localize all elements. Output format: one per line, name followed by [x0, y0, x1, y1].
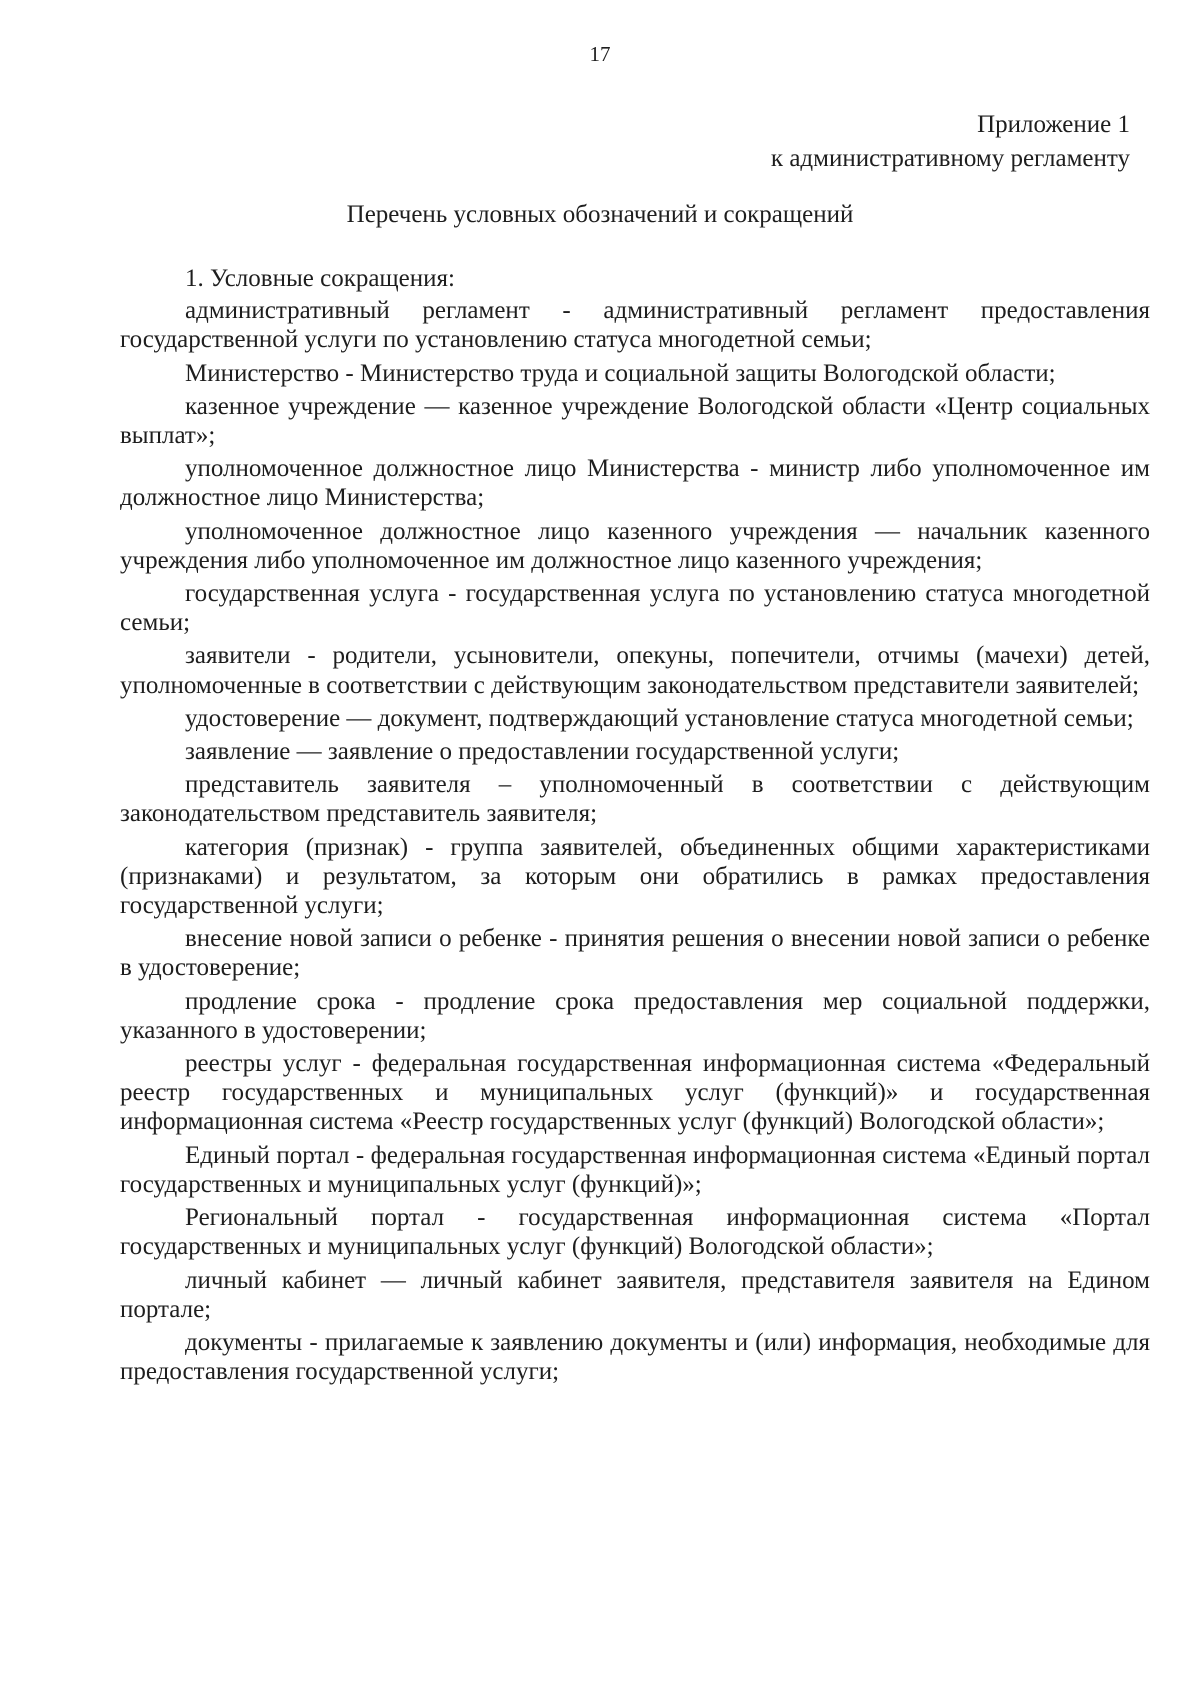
- document-body: [120, 264, 1150, 1390]
- definition-regional-portal: Региональный портал - государственная информационная система «Портал государственных и муниципальных услуг (функций) Вологодской области»;: [120, 1204, 1150, 1261]
- definition-state-service: государственная услуга - государственная услуга по установлению статуса многодетной семьи;: [120, 580, 1150, 637]
- definition-institution-official: уполномоченное должностное лицо казенного учреждения — начальник казенного учреждения либо уполномоченное им должностное лицо казенного учреждения;: [120, 517, 1150, 574]
- definition-category: категория (признак) - группа заявителей, объединенных общими характеристиками (признаками) и результатом, за которым они обратились в рамках предоставления государственной услуги;: [120, 833, 1150, 920]
- definition-applicant-representative: представитель заявителя – уполномоченный в соответствии с действующим законодательством представитель заявителя;: [120, 771, 1150, 828]
- definition-service-registries: реестры услуг - федеральная государственная информационная система «Федеральный реестр государственных и муниципальных услуг (функций)» и государственная информационная система «Реестр государственных услуг (функций) Вологодской области»;: [120, 1050, 1150, 1136]
- definition-personal-account: личный кабинет — личный кабинет заявителя, представителя заявителя на Едином портале;: [120, 1266, 1150, 1323]
- section-heading: 1. Условные сокращения:: [185, 265, 455, 292]
- page-number: 17: [589, 42, 611, 66]
- definition-state-institution: казенное учреждение — казенное учреждение Вологодской области «Центр социальных выплат»;: [120, 392, 1150, 450]
- definition-certificate: удостоверение — документ, подтверждающий установление статуса многодетной семьи;: [185, 704, 1134, 732]
- definition-ministry: Министерство - Министерство труда и социальной защиты Вологодской области;: [185, 359, 1056, 387]
- appendix-line-2: к административному регламенту: [770, 145, 1130, 172]
- definition-applicants: заявители - родители, усыновители, опекуны, попечители, отчимы (мачехи) детей, уполномоченные в соответствии с действующим законодательством представители заявителей;: [120, 642, 1150, 699]
- document-title: Перечень условных обозначений и сокращений: [346, 201, 854, 228]
- appendix-header: [771, 108, 1130, 176]
- definition-new-child-record: внесение новой записи о ребенке - принятия решения о внесении новой записи о ребенке в удостоверение;: [120, 925, 1150, 982]
- definition-term-extension: продление срока - продление срока предоставления мер социальной поддержки, указанного в удостоверении;: [120, 987, 1150, 1044]
- definition-documents: документы - прилагаемые к заявлению документы и (или) информация, необходимые для предоставления государственной услуги;: [120, 1328, 1150, 1386]
- definition-application: заявление — заявление о предоставлении государственной услуги;: [185, 738, 900, 766]
- definition-ministry-official: уполномоченное должностное лицо Министерства - министр либо уполномоченное им должностное лицо Министерства;: [120, 455, 1150, 512]
- definition-administrative-regulation: административный регламент - административный регламент предоставления государственной услуги по установлению статуса многодетной семьи;: [120, 297, 1150, 354]
- definition-unified-portal: Единый портал - федеральная государственная информационная система «Единый портал государственных и муниципальных услуг (функций)»;: [120, 1141, 1150, 1198]
- appendix-line-1: Приложение 1: [977, 111, 1130, 138]
